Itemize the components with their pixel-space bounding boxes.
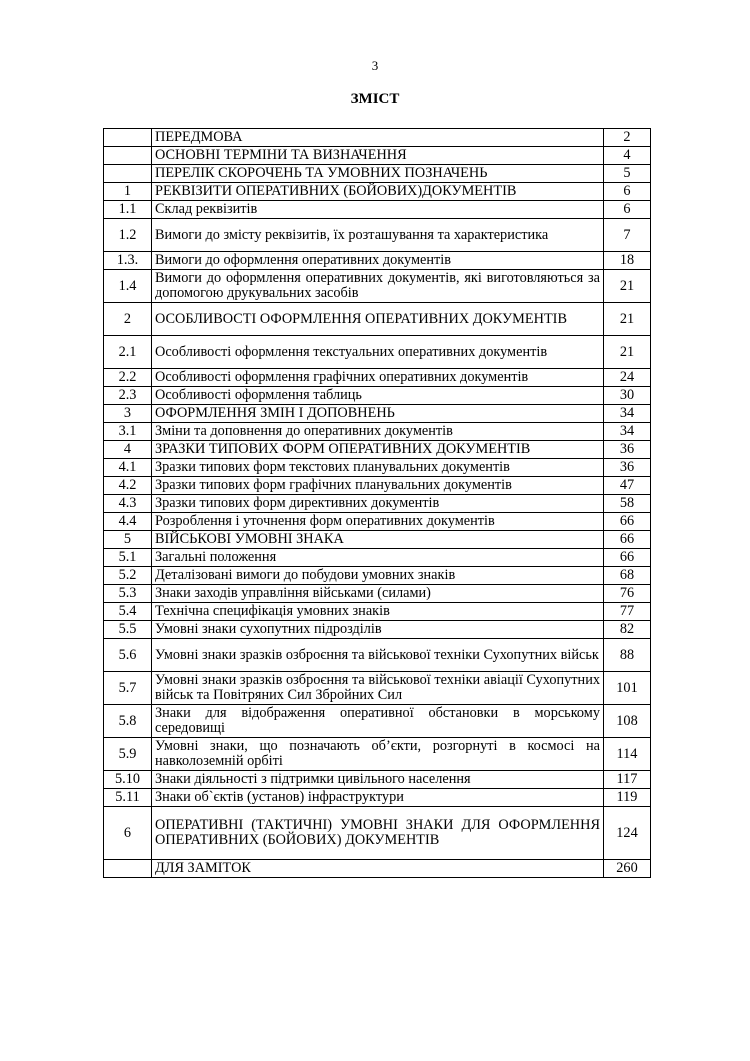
section-title: Особливості оформлення таблиць: [152, 387, 604, 405]
page-ref: 101: [604, 672, 651, 705]
toc-row: [104, 303, 651, 336]
page-ref: 18: [604, 252, 651, 270]
toc-row: [104, 165, 651, 183]
section-number: 2.2: [104, 369, 152, 387]
toc-row: [104, 129, 651, 147]
section-number: [104, 165, 152, 183]
section-title: Технічна специфікація умовних знаків: [152, 603, 604, 621]
section-title: Зразки типових форм директивних документів: [152, 495, 604, 513]
section-title: ОПЕРАТИВНІ (ТАКТИЧНІ) УМОВНІ ЗНАКИ ДЛЯ ОФОРМЛЕННЯ ОПЕРАТИВНИХ (БОЙОВИХ) ДОКУМЕНТІВ: [152, 807, 604, 860]
section-number: 5: [104, 531, 152, 549]
page-ref: 7: [604, 219, 651, 252]
toc-row: [104, 513, 651, 531]
section-title: Знаки діяльності з підтримки цивільного населення: [152, 771, 604, 789]
page-ref: 36: [604, 459, 651, 477]
toc-row: [104, 738, 651, 771]
section-number: 4.3: [104, 495, 152, 513]
toc-row: [104, 336, 651, 369]
section-number: 5.4: [104, 603, 152, 621]
page-ref: 260: [604, 860, 651, 878]
section-number: [104, 860, 152, 878]
section-title: Зразки типових форм текстових планувальних документів: [152, 459, 604, 477]
page-number: 3: [371, 58, 379, 73]
section-title: Знаки заходів управління військами (силами): [152, 585, 604, 603]
section-title: Вимоги до змісту реквізитів, їх розташування та характеристика: [152, 219, 604, 252]
toc-row: [104, 477, 651, 495]
toc-row: [104, 771, 651, 789]
section-number: 2: [104, 303, 152, 336]
page-ref: 21: [604, 336, 651, 369]
section-number: 2.3: [104, 387, 152, 405]
section-number: 3.1: [104, 423, 152, 441]
section-title: Склад реквізитів: [152, 201, 604, 219]
toc-row: [104, 201, 651, 219]
toc-table: [103, 128, 651, 878]
toc-body: [104, 129, 651, 878]
page-ref: 21: [604, 270, 651, 303]
page-ref: 66: [604, 513, 651, 531]
section-number: 5.5: [104, 621, 152, 639]
toc-row: [104, 387, 651, 405]
page-ref: 114: [604, 738, 651, 771]
section-title: ОФОРМЛЕННЯ ЗМІН І ДОПОВНЕНЬ: [152, 405, 604, 423]
toc-row: [104, 549, 651, 567]
page-ref: 82: [604, 621, 651, 639]
page-ref: 34: [604, 423, 651, 441]
page-ref: 24: [604, 369, 651, 387]
section-number: 4: [104, 441, 152, 459]
section-title: Знаки об`єктів (установ) інфраструктури: [152, 789, 604, 807]
toc-row: [104, 789, 651, 807]
section-title: Вимоги до оформлення оперативних документів: [152, 252, 604, 270]
page-ref: 30: [604, 387, 651, 405]
section-title: Умовні знаки сухопутних підрозділів: [152, 621, 604, 639]
page-ref: 119: [604, 789, 651, 807]
toc-row: [104, 405, 651, 423]
page-ref: 68: [604, 567, 651, 585]
section-title: ОСНОВНІ ТЕРМІНИ ТА ВИЗНАЧЕННЯ: [152, 147, 604, 165]
section-number: 5.2: [104, 567, 152, 585]
toc-row: [104, 621, 651, 639]
toc-row: [104, 705, 651, 738]
section-title: Розроблення і уточнення форм оперативних документів: [152, 513, 604, 531]
section-number: 6: [104, 807, 152, 860]
section-number: 1.1: [104, 201, 152, 219]
section-number: 4.2: [104, 477, 152, 495]
section-number: 2.1: [104, 336, 152, 369]
section-title: Умовні знаки зразків озброєння та військової техніки авіації Сухопутних військ та Повітряних Сил Збройних Сил: [152, 672, 604, 705]
toc-row: [104, 270, 651, 303]
section-title: ОСОБЛИВОСТІ ОФОРМЛЕННЯ ОПЕРАТИВНИХ ДОКУМЕНТІВ: [152, 303, 604, 336]
section-title: Особливості оформлення текстуальних оперативних документів: [152, 336, 604, 369]
section-number: 1.2: [104, 219, 152, 252]
page-ref: 88: [604, 639, 651, 672]
section-title: ПЕРЕДМОВА: [152, 129, 604, 147]
toc-row: [104, 495, 651, 513]
section-title: ПЕРЕЛІК СКОРОЧЕНЬ ТА УМОВНИХ ПОЗНАЧЕНЬ: [152, 165, 604, 183]
page-ref: 6: [604, 183, 651, 201]
toc-row: [104, 252, 651, 270]
section-title: Вимоги до оформлення оперативних документів, які виготовляються за допомогою друкувальних засобів: [152, 270, 604, 303]
page-ref: 34: [604, 405, 651, 423]
page-ref: 124: [604, 807, 651, 860]
toc-row: [104, 441, 651, 459]
toc-row: [104, 672, 651, 705]
page-ref: 66: [604, 531, 651, 549]
page-ref: 58: [604, 495, 651, 513]
toc-row: [104, 807, 651, 860]
section-number: 5.9: [104, 738, 152, 771]
section-title: Умовні знаки зразків озброєння та військової техніки Сухопутних військ: [152, 639, 604, 672]
toc-row: [104, 585, 651, 603]
toc-row: [104, 423, 651, 441]
section-title: Умовні знаки, що позначають об’єкти, розгорнуті в космосі на навколоземній орбіті: [152, 738, 604, 771]
page-ref: 5: [604, 165, 651, 183]
section-title: Зміни та доповнення до оперативних документів: [152, 423, 604, 441]
toc-row: [104, 147, 651, 165]
toc-row: [104, 183, 651, 201]
page-ref: 108: [604, 705, 651, 738]
section-number: [104, 147, 152, 165]
section-title: РЕКВІЗИТИ ОПЕРАТИВНИХ (БОЙОВИХ)ДОКУМЕНТІВ: [152, 183, 604, 201]
section-title: Зразки типових форм графічних планувальних документів: [152, 477, 604, 495]
page-ref: 2: [604, 129, 651, 147]
toc-row: [104, 459, 651, 477]
page-ref: 77: [604, 603, 651, 621]
toc-row: [104, 860, 651, 878]
section-number: 1.4: [104, 270, 152, 303]
section-number: 5.11: [104, 789, 152, 807]
page-ref: 21: [604, 303, 651, 336]
toc-row: [104, 639, 651, 672]
page-ref: 4: [604, 147, 651, 165]
section-number: 5.7: [104, 672, 152, 705]
page-ref: 36: [604, 441, 651, 459]
toc-row: [104, 369, 651, 387]
toc-row: [104, 603, 651, 621]
section-number: 3: [104, 405, 152, 423]
page-ref: 76: [604, 585, 651, 603]
section-number: 5.6: [104, 639, 152, 672]
toc-title: ЗМІСТ: [350, 91, 400, 107]
section-number: 5.3: [104, 585, 152, 603]
section-title: Загальні положення: [152, 549, 604, 567]
toc-row: [104, 219, 651, 252]
section-number: 1.3.: [104, 252, 152, 270]
page-ref: 47: [604, 477, 651, 495]
section-title: Знаки для відображення оперативної обстановки в морському середовищі: [152, 705, 604, 738]
section-title: Деталізовані вимоги до побудови умовних знаків: [152, 567, 604, 585]
section-number: 1: [104, 183, 152, 201]
section-number: 5.8: [104, 705, 152, 738]
section-title: ЗРАЗКИ ТИПОВИХ ФОРМ ОПЕРАТИВНИХ ДОКУМЕНТІВ: [152, 441, 604, 459]
section-title: ВІЙСЬКОВІ УМОВНІ ЗНАКА: [152, 531, 604, 549]
section-number: [104, 129, 152, 147]
section-number: 4.4: [104, 513, 152, 531]
section-number: 5.10: [104, 771, 152, 789]
section-title: Особливості оформлення графічних оперативних документів: [152, 369, 604, 387]
section-number: 5.1: [104, 549, 152, 567]
toc-row: [104, 531, 651, 549]
section-title: ДЛЯ ЗАМІТОК: [152, 860, 604, 878]
section-number: 4.1: [104, 459, 152, 477]
page-ref: 6: [604, 201, 651, 219]
toc-row: [104, 567, 651, 585]
page-ref: 117: [604, 771, 651, 789]
page-ref: 66: [604, 549, 651, 567]
